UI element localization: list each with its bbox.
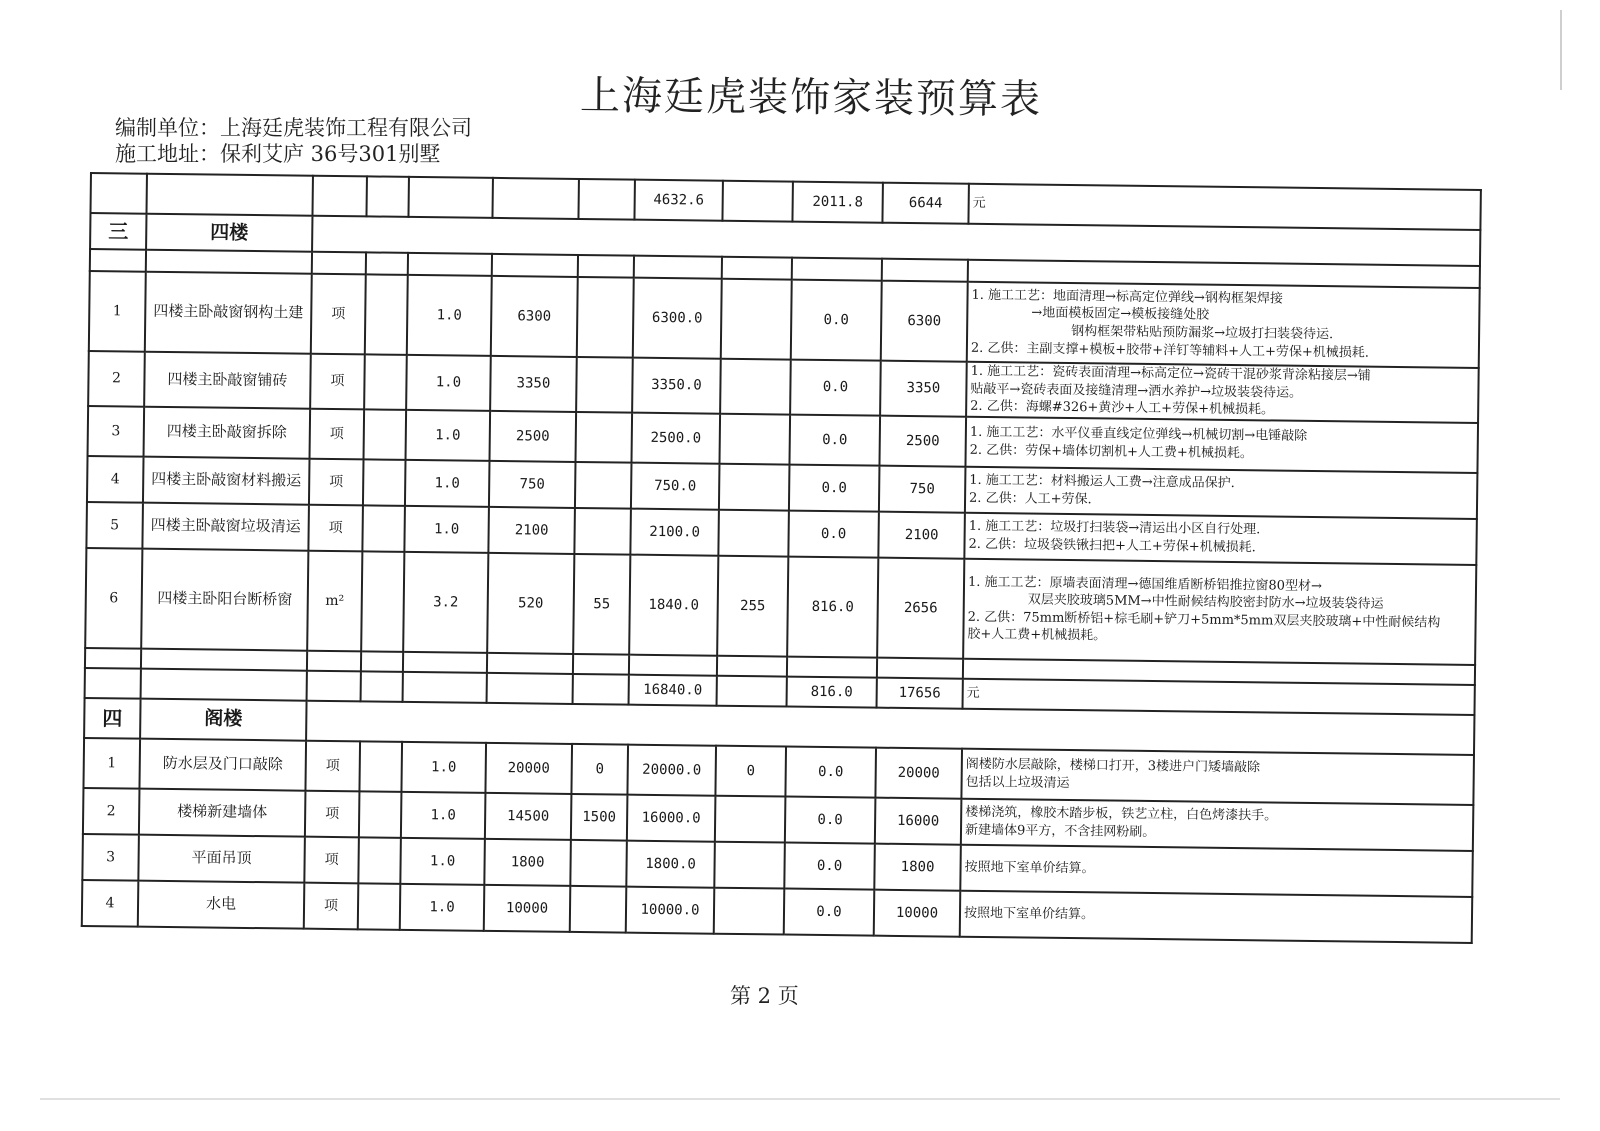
cell-no: 2 [88,351,145,406]
blank-cell [358,837,401,884]
cell-no: 4 [87,456,144,503]
cell-no: 3 [82,834,139,881]
cell-qty: 1.0 [407,275,492,356]
cell-mat-total: 1840.0 [629,554,718,655]
page-number: 第 2 页 [730,984,799,1008]
cell-labor-total: 0.0 [791,280,882,361]
cell-qty: 1.0 [406,410,491,461]
cell-labor-price [570,840,627,887]
cell-mat-total: 6300.0 [633,278,722,359]
cell-notes [960,844,1473,896]
blank-cell [359,791,402,838]
subtotal-cell: 17656 [877,677,963,708]
note-line: 2. 乙供：海螺#326+黄沙+人工+劳保+机械损耗。 [970,398,1275,418]
cell-name: 水电 [138,880,305,928]
cell-name: 楼梯新建墙体 [139,788,306,836]
cell-labor-price [576,357,633,412]
cell-total: 3350 [880,361,967,417]
cell-name: 四楼主卧敲窗钢构土建 [145,272,312,354]
cell-mat-total: 3350.0 [632,358,721,414]
cell-labor-price [577,277,634,358]
cell-mat-total: 750.0 [631,462,720,509]
cell-no: 1 [83,738,140,789]
cell-labor-total: 0.0 [784,842,875,889]
address-line: 施工地址：保利艾庐 36号301别墅 [115,142,441,166]
cell-mat-price: 750 [489,461,576,508]
note-line: 1. 施工工艺：水平仪垂直线定位弹线→机械切割→电锤敲除 [969,424,1308,444]
cell-name: 四楼主卧敲窗材料搬运 [143,456,310,504]
cell-unit: 项 [309,458,364,505]
cell-unit: 项 [311,274,366,355]
blank-cell [361,551,404,652]
cell-notes [965,466,1478,518]
note-line: 2. 乙供：75mm断桥铝+棕毛刷+铲刀+5mm*5mm双层夹胶玻璃+中性耐候结构 [967,609,1441,631]
blank-cell [362,505,405,552]
cell-labor-total: 0.0 [785,796,876,843]
scan-edge-mark-bottom [40,1098,1560,1100]
cell-labor-total: 816.0 [787,556,878,657]
cell-total: 2656 [877,557,964,658]
cell-notes [963,558,1476,664]
note-line: 钢构框架带粘贴预防漏浆→垃圾打扫装袋待运. [1071,323,1334,343]
cell-mat-total: 2100.0 [630,508,719,555]
cell-qty: 1.0 [401,791,486,838]
cell-labor-unit [720,359,791,414]
cell-notes [965,416,1478,472]
cell-labor-price: 1500 [571,794,628,841]
cell-labor-total: 0.0 [789,414,880,465]
cell-no: 4 [82,880,139,927]
blank-cell [364,354,407,409]
cell-labor-price: 0 [571,744,628,795]
note-line: 2. 乙供：主副支撑+模板+胶带+洋钉等辅料+人工+劳保+机械损耗. [970,340,1370,361]
cell-total: 2500 [879,415,966,466]
note-line: 包括以上垃圾清运 [965,774,1070,791]
cell-qty: 1.0 [404,506,489,553]
cell-notes [960,890,1473,942]
cell-unit: 项 [305,790,360,837]
cell-name: 四楼主卧敲窗垃圾清运 [142,502,309,550]
cell-mat-price: 14500 [485,793,572,840]
cell-notes [964,512,1477,564]
note-line: 2. 乙供：人工+劳保. [968,490,1092,507]
blank-cell [359,741,402,792]
note-line: →地面模板固定→模板接缝处胶 [1031,305,1210,324]
budget-sheet [81,172,1480,944]
cell-labor-price [574,508,631,555]
cell-no: 1 [89,271,146,352]
cell-labor-price [575,462,632,509]
cell-mat-total: 1800.0 [626,840,715,887]
cell-name: 四楼主卧敲窗拆除 [144,406,311,458]
prev-total-labor: 2011.8 [792,182,882,223]
cell-no: 3 [88,406,145,457]
cell-labor-unit: 0 [715,745,786,796]
cell-qty: 1.0 [406,355,491,411]
cell-mat-total: 16000.0 [627,794,716,841]
subtotal-cell: 816.0 [787,676,877,707]
cell-labor-total: 0.0 [788,510,879,557]
budget-table [81,172,1482,944]
cell-labor-price [570,886,627,933]
cell-mat-price: 10000 [484,885,571,932]
subtotal-cell: 元 [963,678,1475,714]
cell-unit: 项 [310,354,365,409]
cell-no: 2 [83,788,140,835]
cell-qty: 1.0 [405,460,490,507]
cell-total: 16000 [875,797,962,844]
cell-mat-total: 10000.0 [626,886,715,933]
section-title: 四楼 [146,214,312,252]
cell-total: 750 [879,465,966,512]
cell-no: 5 [86,502,143,549]
scan-edge-mark [1560,10,1562,90]
note-line: 1. 施工工艺：原墙表面清理→德国维盾断桥铝推拉窗80型材→ [967,574,1322,594]
table-row [85,548,1476,665]
cell-notes [961,748,1474,804]
cell-unit: 项 [310,408,365,459]
note-line: 1. 施工工艺：材料搬运人工费→注意成品保护. [969,472,1235,492]
cell-name: 平面吊顶 [138,834,305,882]
cell-mat-price: 1800 [484,839,571,886]
cell-mat-price: 520 [487,553,574,654]
cell-qty: 3.2 [403,552,488,653]
cell-no: 6 [85,548,142,649]
company-line: 编制单位：上海廷虎装饰工程有限公司 [115,116,472,140]
section-number: 四 [84,698,140,739]
cell-name: 四楼主卧阳台断桥窗 [141,548,308,650]
table-body [82,173,1481,943]
note-line: 1. 施工工艺：垃圾打扫装袋→清运出小区自行处理. [968,518,1261,538]
cell-name: 四楼主卧敲窗铺砖 [144,352,311,409]
cell-labor-total: 0.0 [790,360,881,416]
cell-labor-price: 55 [573,554,630,655]
cell-qty: 1.0 [401,741,486,792]
cell-unit: 项 [304,882,359,929]
note-line: 楼梯浇筑，橡胶木踏步板，铁艺立柱，白色烤漆扶手。 [965,804,1278,824]
prev-total-unit: 元 [968,184,1480,230]
cell-mat-price: 6300 [491,276,578,357]
cell-notes [961,798,1474,850]
note-line: 按照地下室单价结算。 [964,859,1095,877]
cell-mat-total: 2500.0 [631,412,720,463]
subtotal-cell: 16840.0 [629,674,717,705]
cell-labor-total: 0.0 [784,888,875,935]
cell-mat-total: 20000.0 [627,744,716,795]
note-line: 1. 施工工艺：地面清理→标高定位弹线→钢构框架焊接 [971,287,1283,307]
cell-mat-price: 3350 [490,356,577,412]
blank-cell [363,459,406,506]
page-title: 上海廷虎装饰家装预算表 [579,72,1043,124]
cell-total: 2100 [878,511,965,558]
note-line: 2. 乙供：劳保+墙体切割机+人工费+机械损耗。 [969,442,1253,461]
cell-total: 20000 [875,747,962,798]
note-line: 新建墙体9平方，不含挂网粉刷。 [964,822,1156,840]
cell-labor-unit [714,841,785,888]
note-line: 双层夹胶玻璃5MM→中性耐候结构胶密封防水→垃圾装袋待运 [1027,592,1384,612]
note-line: 按照地下室单价结算。 [963,905,1095,923]
cell-labor-unit [714,887,785,934]
cell-total: 10000 [874,889,961,936]
note-line: 胶+人工费+机械损耗。 [967,626,1107,644]
cell-unit: 项 [305,740,360,791]
cell-labor-total: 0.0 [789,464,880,511]
cell-notes [966,362,1479,423]
section-number: 三 [90,213,146,250]
note-line: 阁楼防水层敲除，楼梯口打开，3楼进户门矮墙敲除 [965,756,1261,776]
cell-mat-price: 20000 [485,743,572,794]
blank-cell [358,883,401,930]
cell-total: 6300 [881,281,968,362]
cell-labor-price [575,412,632,463]
prev-total-material: 4632.6 [634,180,722,221]
cell-notes [967,282,1480,368]
note-line: 贴敲平→瓷砖表面及接缝清理→洒水养护→垃圾装袋待运。 [970,381,1303,401]
section-title: 阁楼 [140,698,306,740]
cell-labor-unit [715,795,786,842]
cell-unit: 项 [308,504,363,551]
prev-total-sum: 6644 [882,183,968,224]
cell-labor-unit [721,279,792,360]
cell-total: 1800 [874,843,961,890]
cell-qty: 1.0 [400,883,485,930]
cell-mat-price: 2500 [490,411,577,462]
cell-qty: 1.0 [400,837,485,884]
cell-labor-unit [719,463,790,510]
cell-labor-unit [718,509,789,556]
cell-unit: m² [307,550,362,651]
cell-unit: 项 [304,836,359,883]
cell-mat-price: 2100 [488,507,575,554]
note-line: 1. 施工工艺：瓷砖表面清理→标高定位→瓷砖干混砂浆背涂粘接层→铺 [970,363,1371,384]
blank-cell [364,409,407,460]
blank-cell [365,274,408,355]
note-line: 2. 乙供：垃圾袋铁锹扫把+人工+劳保+机械损耗. [968,536,1256,555]
cell-labor-total: 0.0 [785,746,876,797]
cell-name: 防水层及门口敲除 [139,738,306,790]
cell-labor-unit: 255 [717,555,788,656]
cell-labor-unit [719,413,790,464]
